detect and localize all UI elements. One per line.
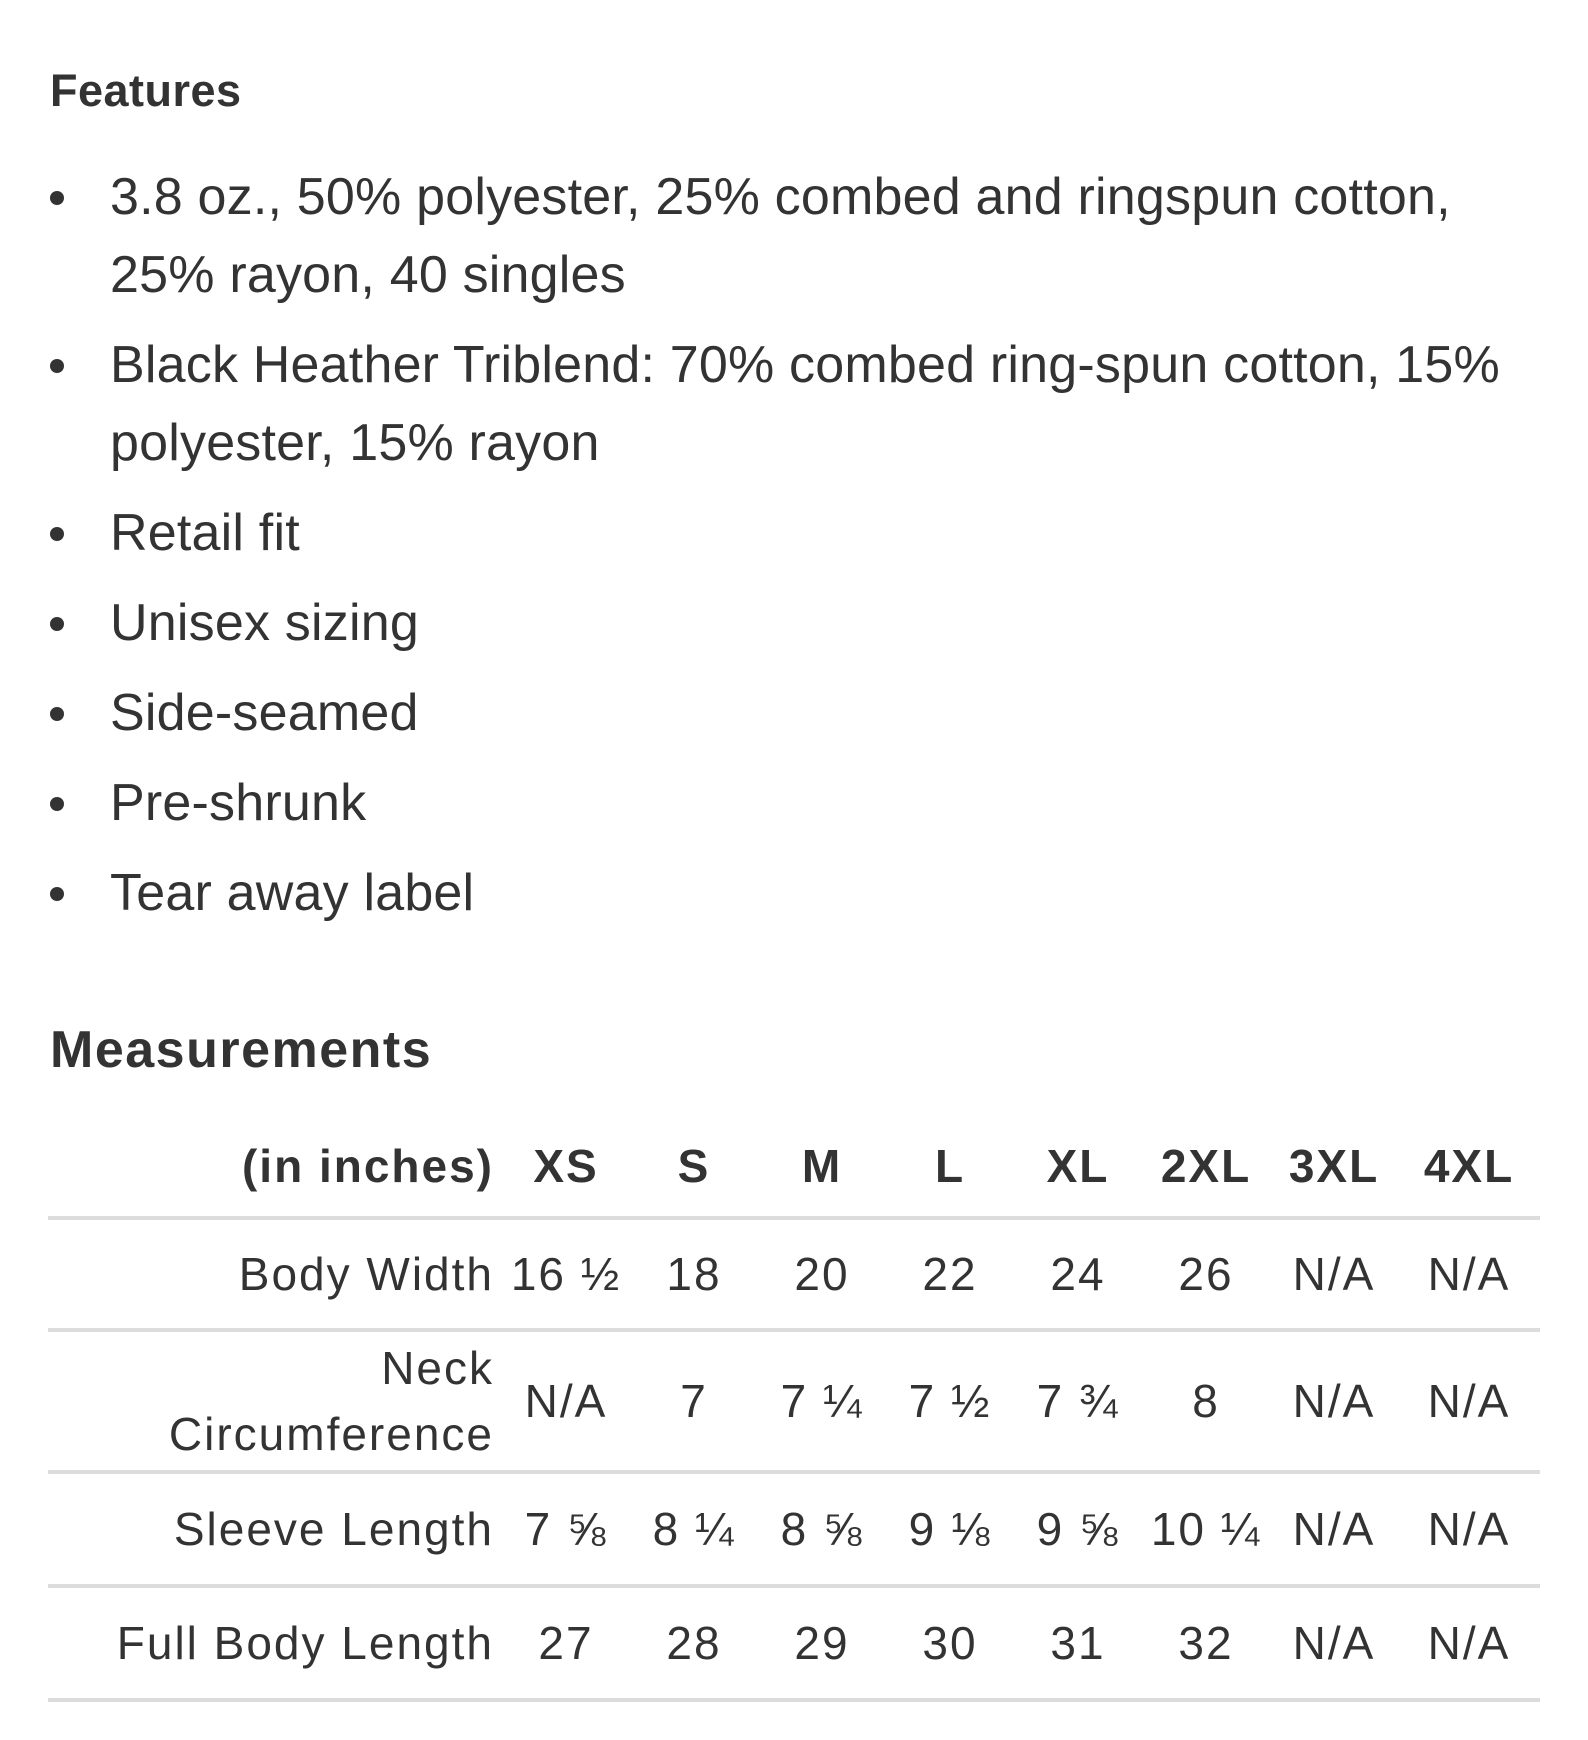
table-cell: 8 — [1142, 1330, 1270, 1472]
size-header: 4XL — [1398, 1116, 1540, 1218]
table-cell: 31 — [1014, 1586, 1142, 1700]
feature-item — [50, 674, 1510, 752]
feature-item — [50, 584, 1510, 662]
table-cell: N/A — [1270, 1472, 1398, 1586]
row-label: Full Body Length — [48, 1586, 502, 1700]
table-cell: 9 ⅝ — [1014, 1472, 1142, 1586]
table-cell: 24 — [1014, 1218, 1142, 1330]
row-label: Body Width — [48, 1218, 502, 1330]
feature-item — [50, 326, 1510, 482]
feature-item — [50, 494, 1510, 572]
feature-text: Tear away label — [110, 864, 475, 922]
unit-label: (in inches) — [48, 1116, 502, 1218]
table-cell: N/A — [502, 1330, 630, 1472]
measurements-heading: Measurements — [50, 1021, 433, 1079]
table-cell: 8 ¼ — [630, 1472, 758, 1586]
table-cell: N/A — [1270, 1330, 1398, 1472]
table-cell: 10 ¼ — [1142, 1472, 1270, 1586]
table-cell: 7 — [630, 1330, 758, 1472]
feature-text: Pre-shrunk — [110, 774, 367, 832]
table-cell: 18 — [630, 1218, 758, 1330]
size-header: M — [758, 1116, 886, 1218]
size-header: 3XL — [1270, 1116, 1398, 1218]
table-row — [48, 1330, 1540, 1472]
table-row — [48, 1218, 1540, 1330]
table-cell: 32 — [1142, 1586, 1270, 1700]
size-header: XS — [502, 1116, 630, 1218]
table-cell: N/A — [1398, 1586, 1540, 1700]
bullet-icon — [50, 359, 64, 373]
row-label: Neck Circumference — [48, 1330, 502, 1472]
features-list — [50, 158, 1510, 944]
table-cell: N/A — [1398, 1218, 1540, 1330]
table-cell: N/A — [1270, 1218, 1398, 1330]
feature-text: Unisex sizing — [110, 594, 419, 652]
feature-text: Black Heather Triblend: 70% combed ring-spun cotton, 15% polyester, 15% rayon — [110, 336, 1500, 472]
table-cell: 29 — [758, 1586, 886, 1700]
bullet-icon — [50, 527, 64, 541]
feature-item — [50, 764, 1510, 842]
feature-item — [50, 158, 1510, 314]
table-cell: N/A — [1270, 1586, 1398, 1700]
size-header-row — [48, 1116, 1540, 1218]
size-header: XL — [1014, 1116, 1142, 1218]
table-cell: 20 — [758, 1218, 886, 1330]
bullet-icon — [50, 191, 64, 205]
table-row — [48, 1472, 1540, 1586]
bullet-icon — [50, 797, 64, 811]
table-cell: 8 ⅝ — [758, 1472, 886, 1586]
table-cell: 7 ½ — [886, 1330, 1014, 1472]
table-cell: 16 ½ — [502, 1218, 630, 1330]
bullet-icon — [50, 707, 64, 721]
table-cell: 9 ⅛ — [886, 1472, 1014, 1586]
size-header: 2XL — [1142, 1116, 1270, 1218]
features-heading: Features — [50, 65, 242, 116]
table-cell: 22 — [886, 1218, 1014, 1330]
feature-item — [50, 854, 1510, 932]
row-label: Sleeve Length — [48, 1472, 502, 1586]
table-cell: N/A — [1398, 1330, 1540, 1472]
table-cell: 26 — [1142, 1218, 1270, 1330]
table-cell: N/A — [1398, 1472, 1540, 1586]
bullet-icon — [50, 887, 64, 901]
table-cell: 7 ¼ — [758, 1330, 886, 1472]
feature-text: 3.8 oz., 50% polyester, 25% combed and ringspun cotton, 25% rayon, 40 singles — [110, 168, 1451, 304]
size-header: S — [630, 1116, 758, 1218]
feature-text: Side-seamed — [110, 684, 419, 742]
table-cell: 28 — [630, 1586, 758, 1700]
table-cell: 7 ¾ — [1014, 1330, 1142, 1472]
size-header: L — [886, 1116, 1014, 1218]
table-cell: 30 — [886, 1586, 1014, 1700]
size-chart-table — [48, 1116, 1540, 1702]
feature-text: Retail fit — [110, 504, 300, 562]
bullet-icon — [50, 617, 64, 631]
table-cell: 7 ⅝ — [502, 1472, 630, 1586]
table-row — [48, 1586, 1540, 1700]
table-cell: 27 — [502, 1586, 630, 1700]
